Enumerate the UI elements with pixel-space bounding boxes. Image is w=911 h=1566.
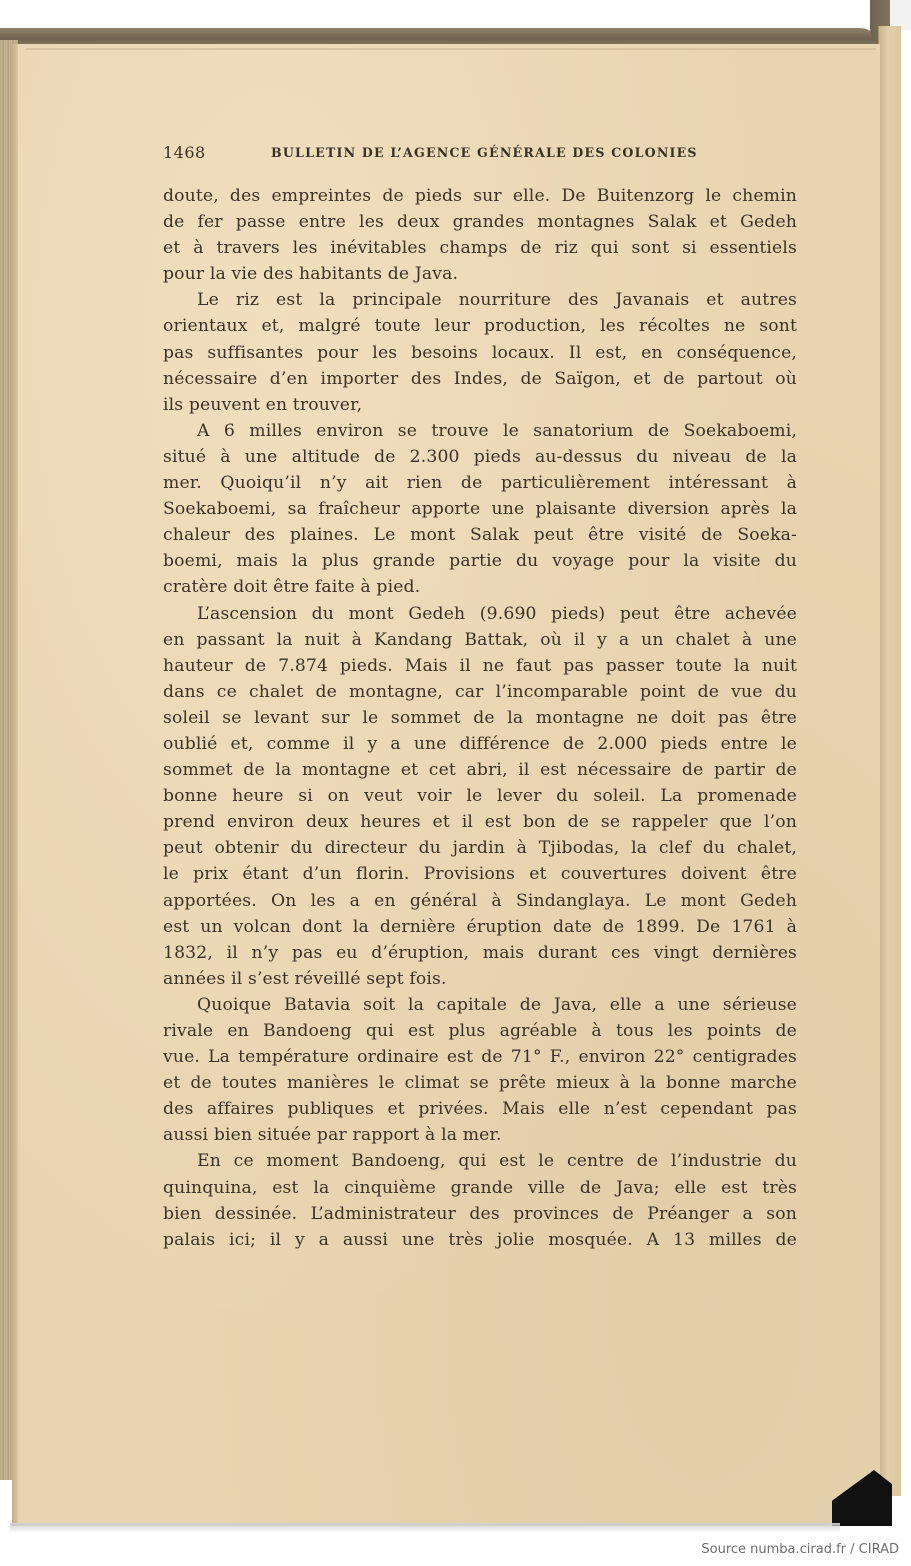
- text-line: bien dessinée. L’administrateur des provinces de Préanger a son: [163, 1203, 797, 1224]
- text-line: Quoique Batavia soit la capitale de Java, elle a une sérieuse: [197, 994, 797, 1015]
- text-line: quinquina, est la cinquième grande ville de Java; elle est très: [163, 1177, 797, 1198]
- text-line: le prix étant d’un florin. Provisions et couvertures doivent être: [163, 864, 797, 885]
- text-line: hauteur de 7.874 pieds. Mais il ne faut pas passer toute la nuit: [163, 655, 797, 676]
- text-line: mer. Quoiqu’il n’y ait rien de particulièrement intéressant à: [163, 473, 797, 494]
- text-line: rivale en Bandoeng qui est plus agréable à tous les points de: [163, 1021, 797, 1041]
- text-line: est un volcan dont la dernière éruption date de 1899. De 1761 à: [163, 916, 797, 937]
- body-text: [163, 183, 797, 1253]
- text-line: peut obtenir du directeur du jardin à Tjibodas, la clef du chalet,: [163, 838, 797, 859]
- paragraph: [163, 418, 797, 601]
- text-line: chaleur des plaines. Le mont Salak peut être visité de Soeka-: [163, 525, 797, 546]
- running-title: BULLETIN DE L’AGENCE GÉNÉRALE DES COLONIES: [271, 145, 698, 160]
- text-line: Le riz est la principale nourriture des Javanais et autres: [197, 290, 797, 311]
- text-line: situé à une altitude de 2.300 pieds au-dessus du niveau de la: [163, 446, 797, 467]
- text-line: boemi, mais la plus grande partie du voyage pour la visite du: [163, 551, 797, 572]
- text-line: aussi bien située par rapport à la mer.: [163, 1125, 502, 1146]
- text-line: palais ici; il y a aussi une très jolie mosquée. A 13 milles de: [163, 1229, 797, 1250]
- text-line: sommet de la montagne et cet abri, il est nécessaire de partir de: [163, 760, 797, 781]
- text-line: nécessaire d’en importer des Indes, de Saïgon, et de partout où: [163, 368, 797, 389]
- text-line: vue. La température ordinaire est de 71° F., environ 22° centigrades: [163, 1047, 797, 1068]
- text-line: soleil se levant sur le sommet de la montagne ne doit pas être: [163, 707, 797, 728]
- text-line: doute, des empreintes de pieds sur elle. De Buitenzorg le chemin: [163, 186, 797, 206]
- text-line: A 6 milles environ se trouve le sanatorium de Soekaboemi,: [197, 420, 797, 441]
- text-line: Soekaboemi, sa fraîcheur apporte une plaisante diversion après la: [163, 499, 797, 520]
- text-line: orientaux et, malgré toute leur production, les récoltes ne sont: [163, 316, 797, 337]
- text-line: oublié et, comme il y a une différence de 2.000 pieds entre le: [163, 733, 797, 754]
- text-line: années il s’est réveillé sept fois.: [163, 968, 447, 989]
- paragraph: [163, 1148, 797, 1252]
- text-line: des affaires publiques et privées. Mais elle n’est cependant pas: [163, 1099, 797, 1120]
- text-line: et de toutes manières le climat se prête mieux à la bonne marche: [163, 1073, 797, 1094]
- text-line: en passant la nuit à Kandang Battak, où il y a un chalet à une: [163, 629, 797, 650]
- text-line: de fer passe entre les deux grandes montagnes Salak et Gedeh: [163, 212, 797, 233]
- paragraph: [163, 601, 797, 992]
- text-line: En ce moment Bandoeng, qui est le centre de l’industrie du: [197, 1151, 797, 1172]
- text-line: dans ce chalet de montagne, car l’incomparable point de vue du: [163, 681, 797, 702]
- facing-page-strip: [878, 26, 901, 1496]
- text-line: pour la vie des habitants de Java.: [163, 264, 459, 285]
- page-bottom-shadow: [10, 1523, 840, 1533]
- page-number: 1468: [163, 143, 206, 162]
- text-line: bonne heure si on veut voir le lever du soleil. La promenade: [163, 786, 797, 807]
- page-top-line: [26, 48, 876, 50]
- text-line: ils peuvent en trouver,: [163, 394, 363, 415]
- text-line: 1832, il n’y pas eu d’éruption, mais durant ces vingt dernières: [163, 942, 797, 963]
- text-line: L’ascension du mont Gedeh (9.690 pieds) peut être achevée: [197, 603, 797, 624]
- text-line: pas suffisantes pour les besoins locaux. Il est, en conséquence,: [163, 342, 797, 363]
- text-line: prend environ deux heures et il est bon de se rappeler que l’on: [163, 812, 797, 833]
- paragraph: [163, 183, 797, 287]
- text-line: cratère doit être faite à pied.: [163, 577, 421, 598]
- text-line: apportées. On les a en général à Sindanglaya. Le mont Gedeh: [163, 890, 797, 911]
- text-line: et à travers les inévitables champs de riz qui sont si essentiels: [163, 238, 797, 259]
- paragraph: [163, 992, 797, 1149]
- paragraph: [163, 287, 797, 417]
- source-credit: Source numba.cirad.fr / CIRAD: [701, 1542, 899, 1557]
- running-head: [163, 143, 703, 165]
